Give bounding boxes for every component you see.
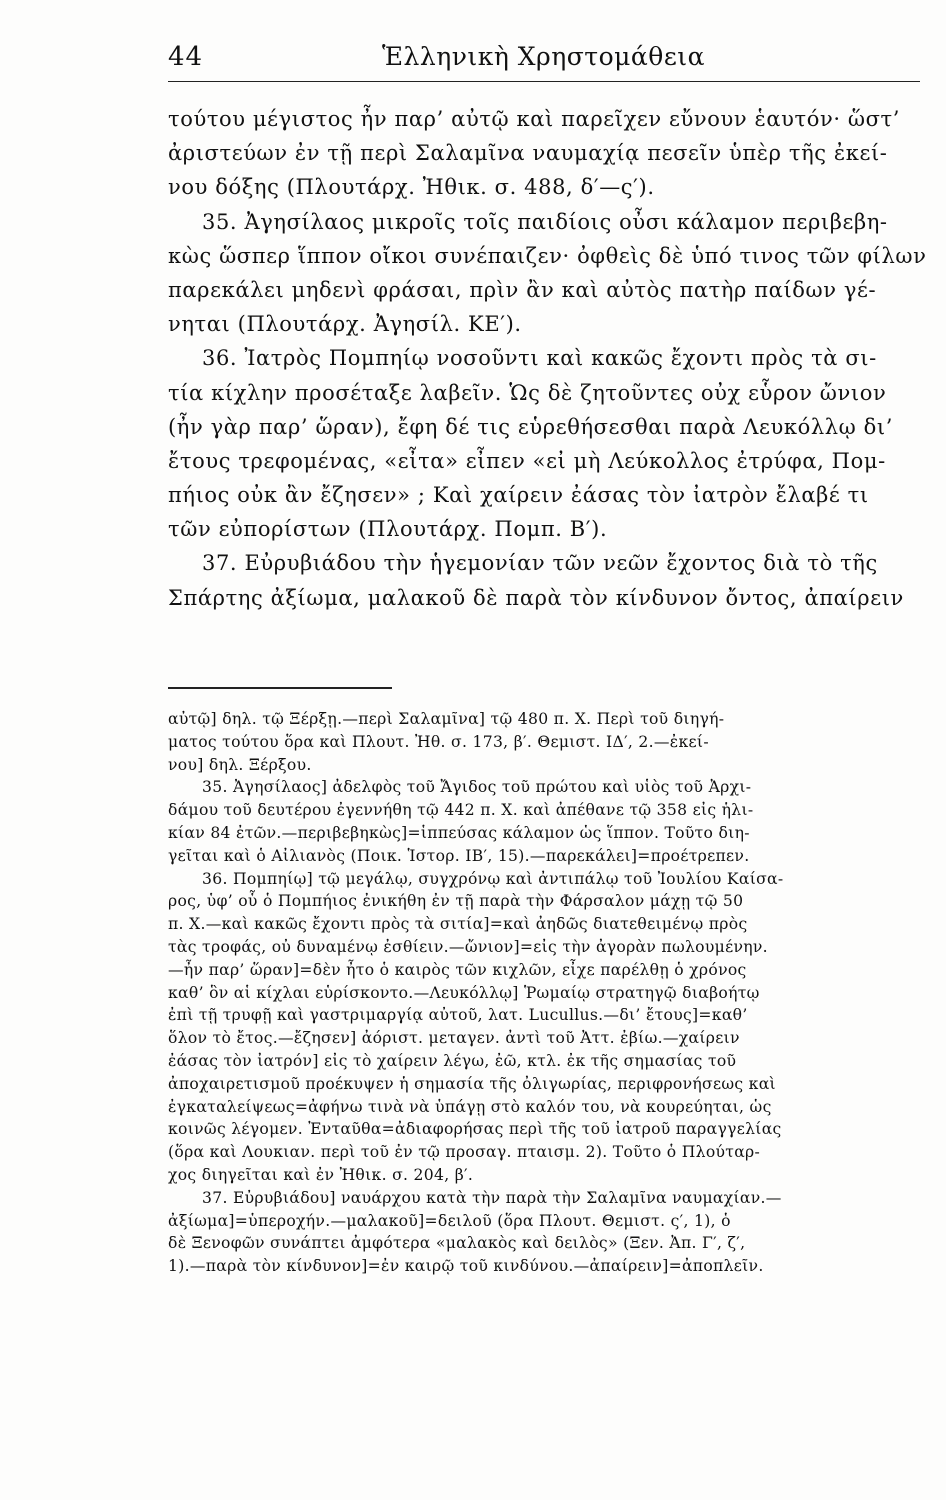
text-line: Σπάρτης ἀξίωμα, μαλακοῦ δὲ παρὰ τὸν κίνδυνον ὄντος, ἀπαίρειν [168, 585, 904, 610]
text-line: 35. Ἀγησίλαος μικροῖς τοῖς παιδίοις οὖσι κάλαμον περιβεβη- [202, 209, 888, 234]
footnote-line: κοινῶς λέγομεν. Ἐνταῦθα=ἀδιαφορήσας περὶ τῆς τοῦ ἰατροῦ παραγγελίας [168, 1120, 782, 1139]
footnote-line: δὲ Ξενοφῶν συνάπτει ἀμφότερα «μαλακὸς καὶ δειλὸς» (Ξεν. Ἀπ. Γ′, ζ′, [168, 1234, 746, 1253]
footnote-line: γεῖται καὶ ὁ Αἰλιανὸς (Ποικ. Ἱστορ. ΙΒ′, 15).—παρεκάλει]=προέτρεπεν. [168, 846, 750, 865]
text-line: τῶν εὐπορίστων (Πλουτάρχ. Πομπ. Β′). [168, 517, 608, 542]
text-line: τία κίχλην προσέταξε λαβεῖν. Ὡς δὲ ζητοῦντες οὐχ εὗρον ὤνιον [168, 380, 887, 405]
text-line: παρεκάλει μηδενὶ φράσαι, πρὶν ἂν καὶ αὐτὸς πατὴρ παίδων γέ- [168, 277, 877, 302]
footnote-line: ἐγκαταλείψεως=ἀφήνω τινὰ νὰ ὑπάγῃ στὸ καλόν του, νὰ κουρεύηται, ὡς [168, 1097, 772, 1116]
footnote-line: καθ’ ὃν αἱ κίχλαι εὑρίσκοντο.—Λευκόλλῳ] Ῥωμαίῳ στρατηγῷ διαβοήτῳ [168, 983, 760, 1002]
footnote-line: ὅλον τὸ ἔτος.—ἔζησεν] ἀόριστ. μεταγεν. ἀντὶ τοῦ Ἀττ. ἐβίω.—χαίρειν [168, 1029, 740, 1048]
footnote-line: δάμου τοῦ δευτέρου ἐγεννήθη τῷ 442 π. Χ. καὶ ἀπέθανε τῷ 358 εἰς ἡλι- [168, 801, 754, 820]
footnote-line: χος διηγεῖται καὶ ἐν Ἠθικ. σ. 204, β′. [168, 1165, 474, 1184]
text-line: τούτου μέγιστος ἦν παρ’ αὐτῷ καὶ παρεῖχεν εὔνουν ἑαυτόν· ὥστ’ [168, 107, 901, 131]
footnote-line: 35. Ἀγησίλαος] ἀδελφὸς τοῦ Ἄγιδος τοῦ πρώτου καὶ υἱὸς τοῦ Ἀρχι- [202, 778, 752, 797]
text-line: (ἦν γὰρ παρ’ ὥραν), ἔφη δέ τις εὑρεθήσεσθαι παρὰ Λευκόλλῳ δι’ [168, 414, 894, 439]
text-line: ἔτους τρεφομένας, «εἶτα» εἶπεν «εἰ μὴ Λεύκολλος ἐτρύφα, Πομ- [168, 448, 886, 473]
main-text-block [168, 102, 938, 615]
text-line: 37. Εὐρυβιάδου τὴν ἡγεμονίαν τῶν νεῶν ἔχοντος διὰ τὸ τῆς [202, 551, 878, 576]
text-line: ἀριστεύων ἐν τῇ περὶ Σαλαμῖνα ναυμαχίᾳ πεσεῖν ὑπὲρ τῆς ἐκεί- [168, 141, 888, 166]
footnote-line: ρος, ὑφ’ οὗ ὁ Πομπήιος ἐνικήθη ἐν τῇ παρὰ τὴν Φάρσαλον μάχῃ τῷ 50 [168, 892, 744, 911]
footnote-line: νου] δηλ. Ξέρξου. [168, 755, 312, 774]
footnote-line: ἐπὶ τῇ τρυφῇ καὶ γαστριμαργίᾳ αὐτοῦ, λατ. Lucullus.—δι’ ἔτους]=καθ’ [168, 1006, 748, 1025]
footnote-line: —ἦν παρ’ ὥραν]=δὲν ἦτο ὁ καιρὸς τῶν κιχλῶν, εἶχε παρέλθῃ ὁ χρόνος [168, 960, 747, 979]
footnote-line: ἀξίωμα]=ὑπεροχήν.—μαλακοῦ]=δειλοῦ (ὅρα Πλουτ. Θεμιστ. ς′, 1), ὁ [168, 1211, 731, 1230]
page-number: 44 [168, 42, 204, 72]
footnote-line: π. Χ.—καὶ κακῶς ἔχοντι πρὸς τὰ σιτία]=καὶ ἀηδῶς διατεθειμένῳ πρὸς [168, 915, 748, 934]
footnote-rule [168, 687, 392, 689]
footnote-line: 1).—παρὰ τὸν κίνδυνον]=ἐν καιρῷ τοῦ κινδύνου.—ἀπαίρειν]=ἀποπλεῖν. [168, 1257, 764, 1276]
footnote-line: ματος τούτου ὅρα καὶ Πλουτ. Ἠθ. σ. 173, β′. Θεμιστ. ΙΔ′, 2.—ἐκεί- [168, 732, 709, 751]
footnote-line: 36. Πομπηίῳ] τῷ μεγάλῳ, συγχρόνῳ καὶ ἀντιπάλῳ τοῦ Ἰουλίου Καίσα- [202, 869, 784, 888]
running-title: Ἑλληνικὴ Χρηστομάθεια [382, 42, 705, 71]
footnote-line: (ὅρα καὶ Λουκιαν. περὶ τοῦ ἐν τῷ προσαγ. πταισμ. 2). Τοῦτο ὁ Πλούταρ- [168, 1143, 761, 1162]
text-line: νου δόξης (Πλουτάρχ. Ἠθικ. σ. 488, δ′—ς′). [168, 175, 655, 200]
text-line: κὼς ὥσπερ ἵππον οἴκοι συνέπαιζεν· ὀφθεὶς δὲ ὑπό τινος τῶν φίλων [168, 243, 927, 268]
footnote-line: ἐάσας τὸν ἰατρόν] εἰς τὸ χαίρειν λέγω, ἐῶ, κτλ. ἐκ τῆς σημασίας τοῦ [168, 1051, 737, 1070]
header-rule [168, 81, 920, 82]
text-line: πήιος οὐκ ἂν ἔζησεν» ; Καὶ χαίρειν ἐάσας τὸν ἰατρὸν ἔλαβέ τι [168, 483, 869, 508]
text-line: νηται (Πλουτάρχ. Ἀγησίλ. ΚΕ′). [168, 312, 522, 337]
footnote-line: τὰς τροφάς, οὐ δυναμένῳ ἐσθίειν.—ὤνιον]=εἰς τὴν ἀγορὰν πωλουμένην. [168, 937, 768, 956]
footnote-line: ἀποχαιρετισμοῦ προέκυψεν ἡ σημασία τῆς ὀλιγωρίας, περιφρονήσεως καὶ [168, 1074, 776, 1093]
footnote-line: 37. Εὐρυβιάδου] ναυάρχου κατὰ τὴν παρὰ τὴν Σαλαμῖνα ναυμαχίαν.— [202, 1188, 782, 1207]
footnote-line: αὐτῷ] δηλ. τῷ Ξέρξῃ.—περὶ Σαλαμῖνα] τῷ 480 π. Χ. Περὶ τοῦ διηγή- [168, 710, 725, 728]
page-header [168, 36, 920, 80]
footnote-line: κίαν 84 ἐτῶν.—περιβεβηκὼς]=ἱππεύσας κάλαμον ὡς ἵππον. Τοῦτο διη- [168, 823, 750, 842]
text-line: 36. Ἰατρὸς Πομπηίῳ νοσοῦντι καὶ κακῶς ἔχοντι πρὸς τὰ σι- [202, 346, 877, 371]
footnotes-block [168, 708, 938, 1278]
